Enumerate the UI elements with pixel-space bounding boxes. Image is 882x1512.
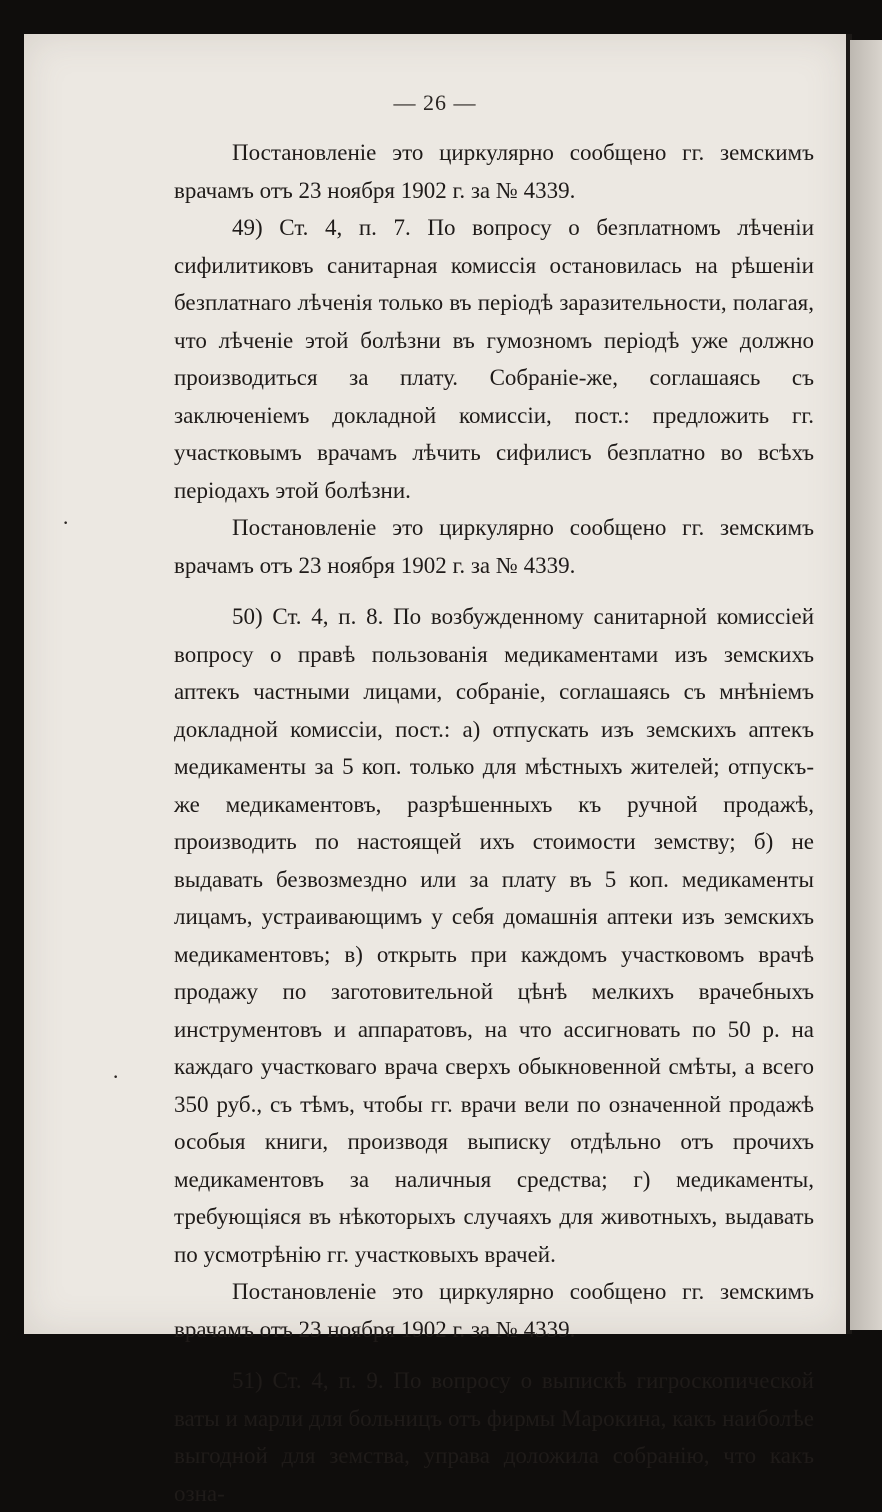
paragraph-item-50: 50) Ст. 4, п. 8. По возбужденному санитарной комиссіей вопросу о правѣ пользованія медикаментами изъ земскихъ аптекъ частными лицами, собраніе, соглашаясь съ мнѣніемъ докладной комиссіи, пост.: а) отпускать изъ земскихъ аптекъ медикаменты за 5 коп. только для мѣстныхъ жителей; отпускъ-же медикаментовъ, разрѣшенныхъ къ ручной продажѣ, производить по настоящей ихъ стоимости земству; б) не выдавать безвозмездно или за плату въ 5 коп. медикаменты лицамъ, устраивающимъ у себя домашнія аптеки изъ земскихъ медикаментовъ; в) открыть при каждомъ участковомъ врачѣ продажу по заготовительной цѣнѣ мелкихъ врачебныхъ инструментовъ и аппаратовъ, на что ассигновать по 50 р. на каждаго участковаго врача сверхъ обыкновенной смѣты, а всего 350 руб., съ тѣмъ, чтобы гг. врачи вели по означенной продажѣ особыя книги, производя выписку отдѣльно отъ прочихъ медикаментовъ за наличныя средства; г) медикаменты, требующіяся въ нѣкоторыхъ случаяхъ для животныхъ, выдавать по усмотрѣнію гг. участковыхъ врачей. xyxy=(174,604,814,1267)
margin-dot: · xyxy=(112,1064,120,1089)
book-page xyxy=(24,34,846,1506)
paragraph-notice: Постановленіе это циркулярно сообщено гг. земскимъ врачамъ отъ 23 ноября 1902 г. за № 4339. xyxy=(174,1279,814,1342)
margin-dot: · xyxy=(62,510,70,535)
next-page-edge xyxy=(850,40,882,1330)
paragraph-notice: Постановленіе это циркулярно сообщено гг. земскимъ врачамъ отъ 23 ноября 1902 г. за № 4339. xyxy=(174,140,814,203)
paragraph-notice: Постановленіе это циркулярно сообщено гг. земскимъ врачамъ отъ 23 ноября 1902 г. за № 4339. xyxy=(174,515,814,578)
paragraph-item-49: 49) Ст. 4, п. 7. По вопросу о безплатномъ лѣченіи сифилитиковъ санитарная комиссія остановилась на рѣшеніи безплатнаго лѣченія только въ періодѣ заразительности, полагая, что лѣченіе этой болѣзни въ гумозномъ періодѣ уже должно производиться за плату. Собраніе-же, соглашаясь съ заключеніемъ докладной комиссіи, пост.: предложить гг. участковымъ врачамъ лѣчить сифилисъ безплатно во всѣхъ періодахъ этой болѣзни. xyxy=(174,215,814,503)
page-body xyxy=(174,134,814,1512)
paragraph-item-51: 51) Ст. 4, п. 9. По вопросу о выпискѣ гигроскопической ваты и марли для больницъ отъ фирмы Марокина, какъ наиболѣе выгодной для земства, управа доложила собранію, что какъ озна- xyxy=(174,1368,814,1506)
page-number: — 26 — xyxy=(393,90,477,115)
